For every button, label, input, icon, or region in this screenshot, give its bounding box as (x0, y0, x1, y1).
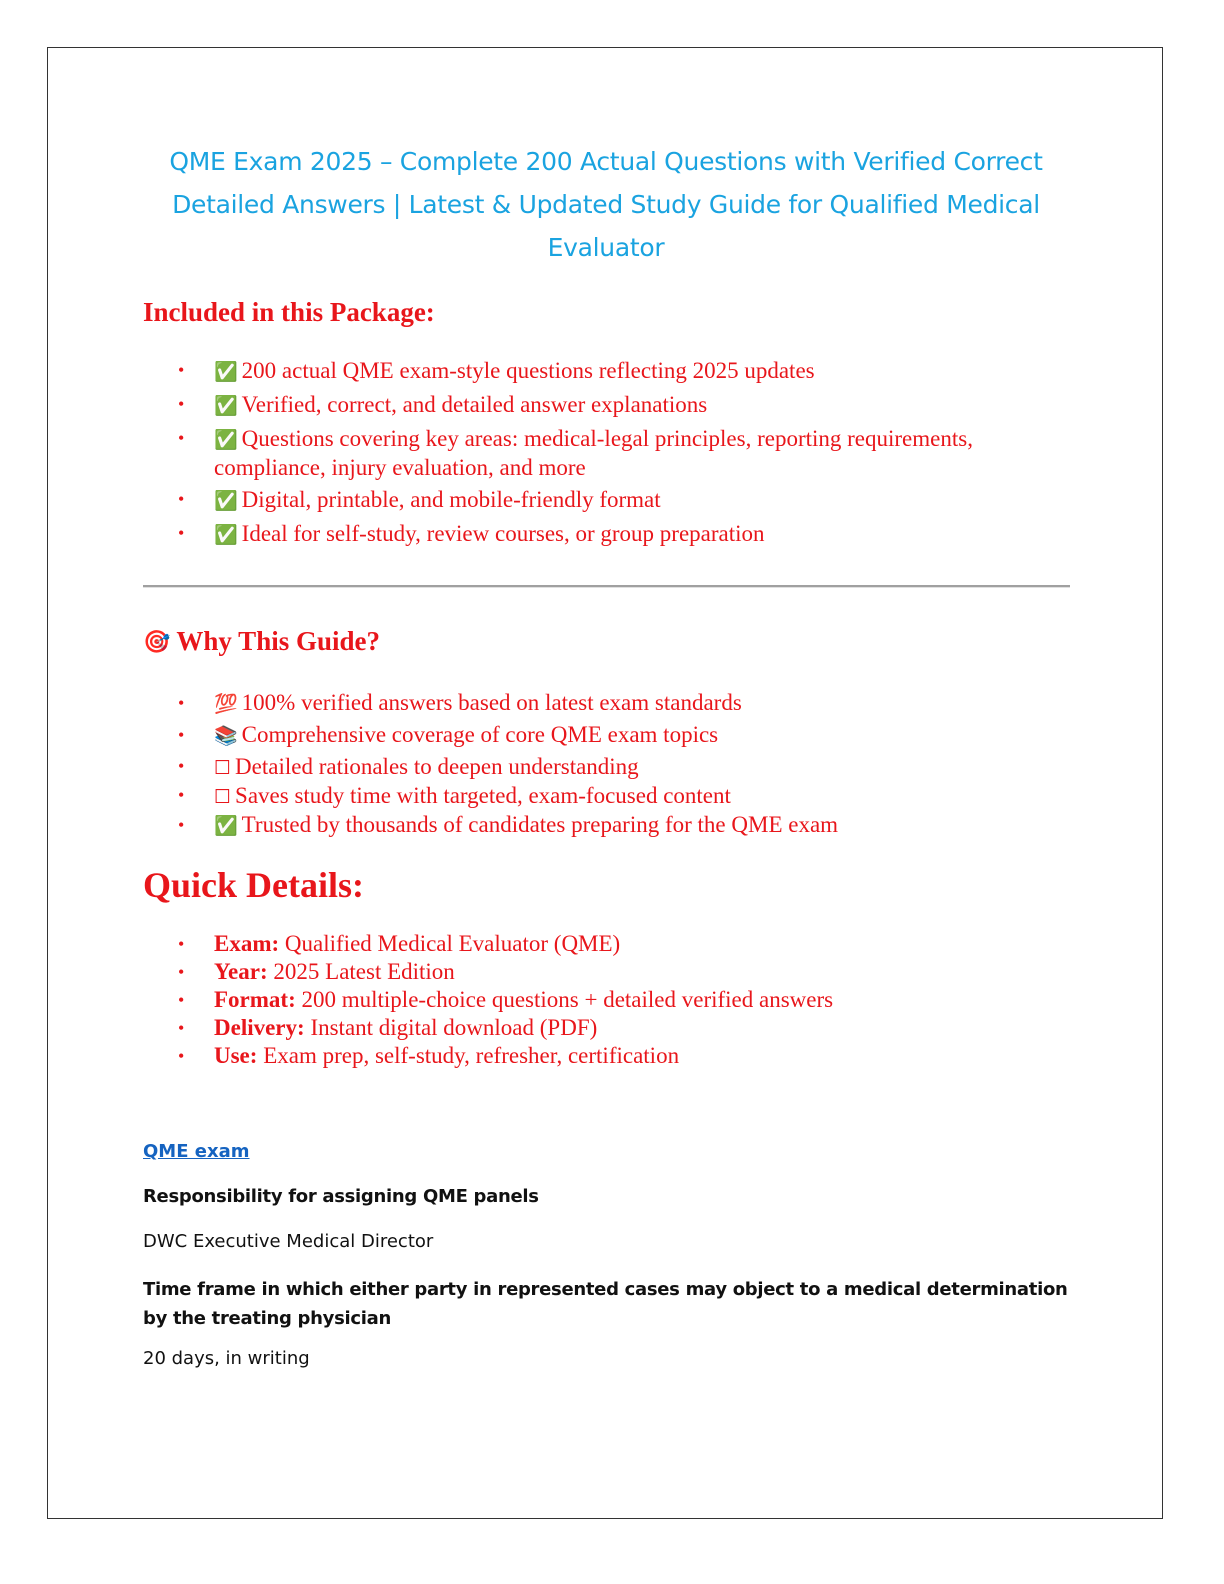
question-text: Responsibility for assigning QME panels (143, 1186, 539, 1207)
list-item-text: Verified, correct, and detailed answer explanations (241, 392, 708, 417)
list-item (176, 753, 1056, 782)
bullet-dot: • (178, 725, 185, 745)
detail-value: 200 multiple-choice questions + detailed verified answers (301, 987, 834, 1012)
bullet-dot: • (178, 360, 185, 380)
detail-label: Exam: (214, 931, 280, 956)
detail-label: Use: (214, 1043, 258, 1068)
list-item (176, 1042, 1056, 1070)
detail-label: Year: (214, 959, 268, 984)
horizontal-divider (143, 585, 1070, 588)
quick-details-heading: Quick Details: (143, 865, 364, 905)
bullet-dot: • (178, 394, 185, 414)
list-item-text: 100% verified answers based on latest exam standards (241, 690, 742, 715)
included-heading: Included in this Package: (143, 297, 435, 327)
why-heading (143, 625, 380, 659)
detail-value: Instant digital download (PDF) (310, 1015, 598, 1040)
list-item (176, 486, 1056, 515)
qme-exam-link[interactable]: QME exam (143, 1141, 250, 1162)
check-mark-icon: ✅ (214, 815, 238, 837)
books-icon: 📚 (214, 725, 238, 747)
why-heading-text: Why This Guide? (176, 626, 380, 656)
list-item (176, 811, 1056, 840)
check-mark-icon: ✅ (214, 524, 238, 546)
bullet-dot: • (178, 428, 185, 448)
list-item-text: Questions covering key areas: medical-legal principles, reporting requirements, compliance, injury evaluation, and more (214, 426, 973, 480)
list-item (176, 391, 1056, 420)
bullet-dot: • (178, 693, 185, 713)
list-item (176, 357, 1056, 386)
list-item (176, 930, 1056, 958)
list-item-text: Digital, printable, and mobile-friendly format (241, 487, 661, 512)
missing-glyph-icon: ☐ (214, 786, 232, 808)
hundred-points-icon: 💯 (214, 693, 238, 715)
bullet-dot: • (178, 934, 185, 954)
bullet-dot: • (178, 815, 185, 835)
check-mark-icon: ✅ (214, 361, 238, 383)
quick-details-list (176, 930, 1056, 1070)
bullet-dot: • (178, 756, 185, 776)
bullet-dot: • (178, 523, 185, 543)
list-item (176, 958, 1056, 986)
missing-glyph-icon: ☐ (214, 757, 232, 779)
document-title: QME Exam 2025 – Complete 200 Actual Questions with Verified Correct Detailed Answers | Latest & Updated Study Guide for Qualified Medical Evaluator (169, 147, 1043, 262)
list-item-text: Saves study time with targeted, exam-focused content (235, 783, 731, 808)
bullet-dot: • (178, 489, 185, 509)
list-item-text: Detailed rationales to deepen understanding (235, 754, 639, 779)
detail-label: Delivery: (214, 1015, 305, 1040)
bullet-dot: • (178, 990, 185, 1010)
target-icon: 🎯 (143, 630, 171, 655)
list-item (176, 425, 1056, 481)
detail-value: 2025 Latest Edition (273, 959, 455, 984)
check-mark-icon: ✅ (214, 395, 238, 417)
list-item-text: 200 actual QME exam-style questions reflecting 2025 updates (241, 358, 815, 383)
check-mark-icon: ✅ (214, 429, 238, 451)
why-list (176, 689, 1056, 843)
bullet-dot: • (178, 1018, 185, 1038)
list-item-text: Ideal for self-study, review courses, or group preparation (241, 521, 765, 546)
list-item (176, 689, 1056, 718)
list-item (176, 1014, 1056, 1042)
detail-label: Format: (214, 987, 296, 1012)
list-item (176, 986, 1056, 1014)
list-item (176, 520, 1056, 549)
check-mark-icon: ✅ (214, 490, 238, 512)
list-item-text: Comprehensive coverage of core QME exam topics (241, 722, 719, 747)
answer-text: DWC Executive Medical Director (143, 1231, 434, 1252)
included-list (176, 357, 1056, 554)
bullet-dot: • (178, 962, 185, 982)
list-item (176, 782, 1056, 811)
detail-value: Qualified Medical Evaluator (QME) (284, 931, 621, 956)
bullet-dot: • (178, 785, 185, 805)
question-text: Time frame in which either party in represented cases may object to a medical determination by the treating physician (143, 1279, 1068, 1329)
bullet-dot: • (178, 1046, 185, 1066)
answer-text: 20 days, in writing (143, 1348, 310, 1369)
list-item (176, 721, 1056, 750)
detail-value: Exam prep, self-study, refresher, certification (263, 1043, 680, 1068)
list-item-text: Trusted by thousands of candidates preparing for the QME exam (241, 812, 839, 837)
